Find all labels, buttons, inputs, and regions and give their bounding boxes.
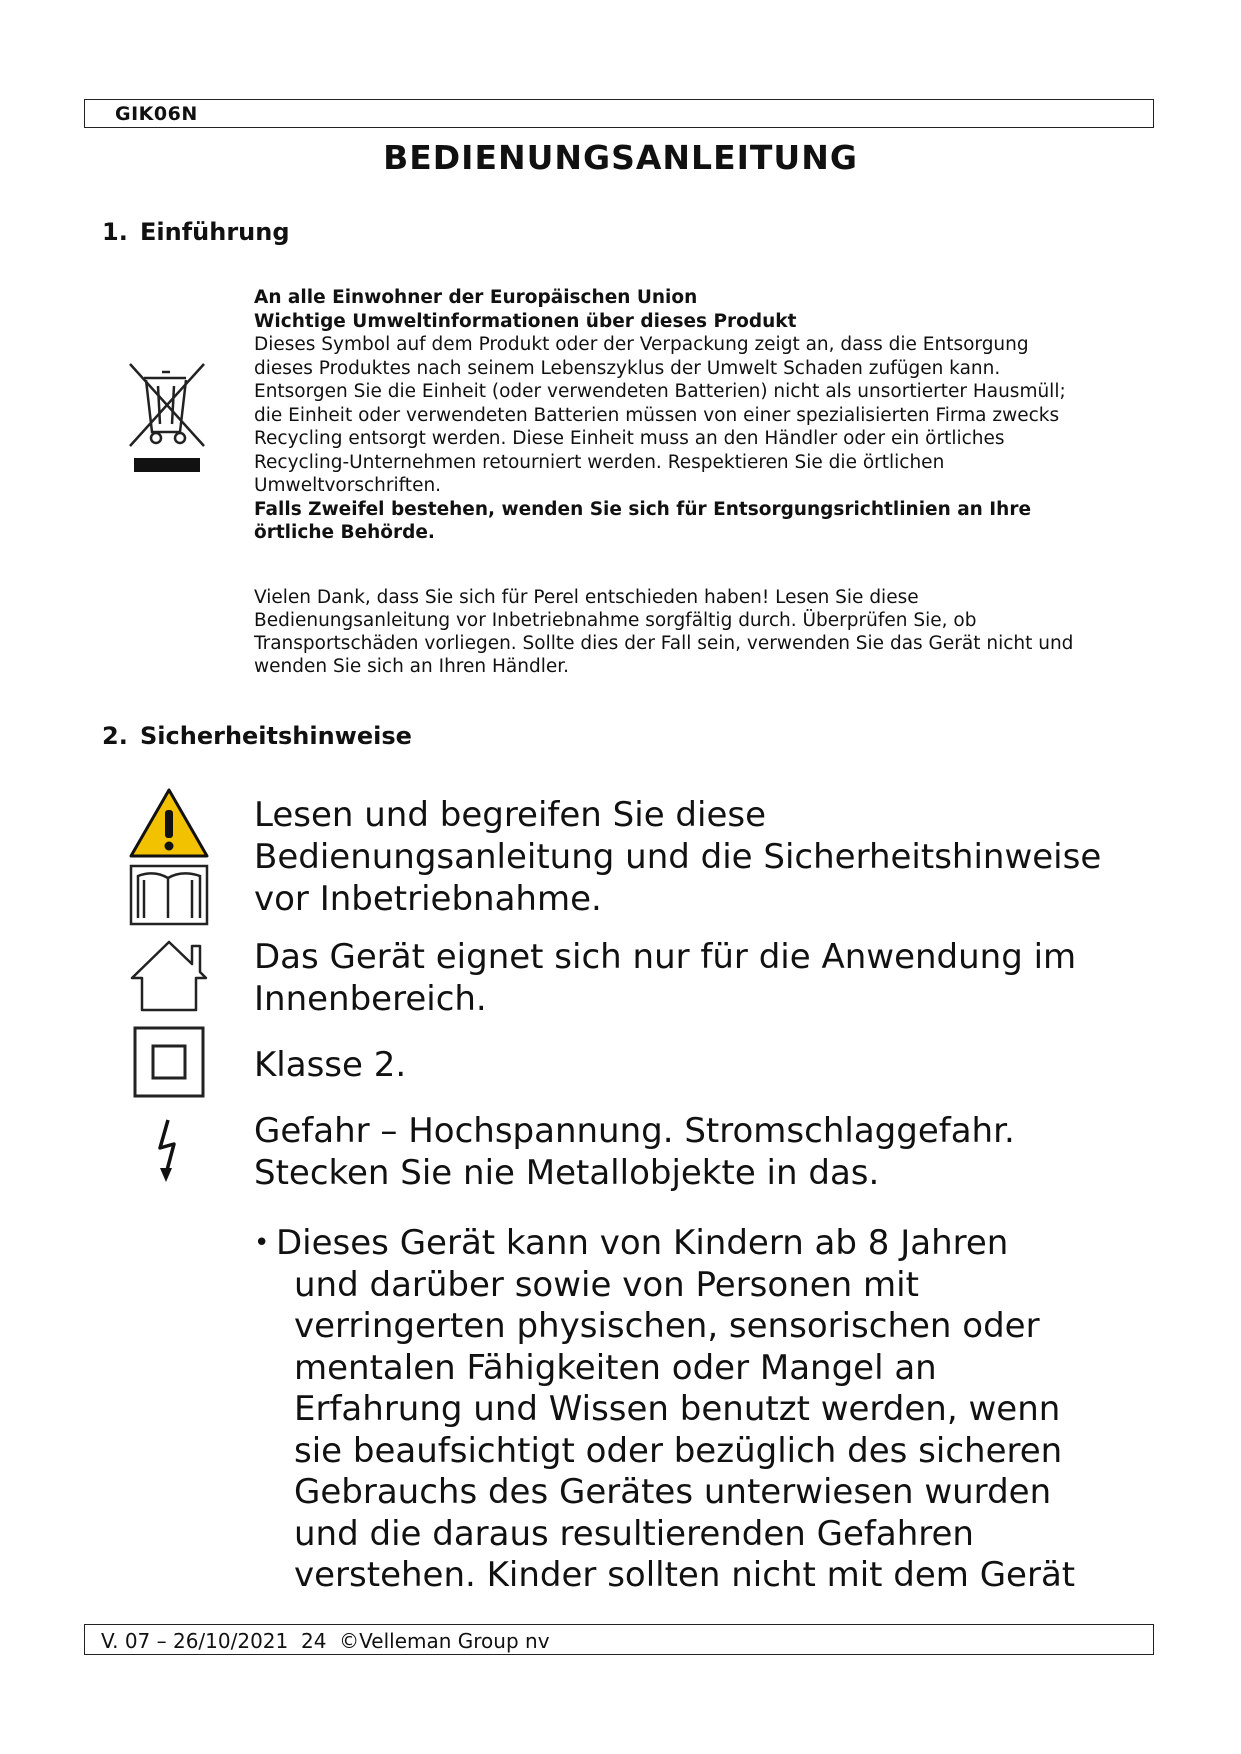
- weee-bin-icon: [124, 360, 210, 480]
- authority-note-line: örtliche Behörde.: [254, 522, 435, 543]
- footer-version: V. 07 – 26/10/2021: [101, 1629, 289, 1653]
- safety-line: Das Gerät eignet sich nur für die Anwendung im: [254, 937, 1077, 977]
- safety-item-indoor: [254, 936, 1154, 1020]
- bullet-line: und darüber sowie von Personen mit: [294, 1264, 919, 1305]
- authority-note-line: Falls Zweifel bestehen, wenden Sie sich für Entsorgungsrichtlinien an Ihre: [254, 498, 1032, 520]
- bullet-line: Dieses Gerät kann von Kindern ab 8 Jahren: [276, 1223, 1009, 1263]
- bullet-first-line: [254, 1223, 1154, 1265]
- children-safety-bullet: [254, 1223, 1154, 1597]
- footer-text: [101, 1629, 550, 1653]
- bullet-line: verringerten physischen, sensorischen oder: [294, 1306, 1040, 1346]
- section-2-title: Sicherheitshinweise: [140, 722, 412, 750]
- class2-icon: [132, 1025, 206, 1099]
- thanks-line: Bedienungsanleitung vor Inbetriebnahme sorgfältig durch. Überprüfen Sie, ob: [254, 610, 977, 631]
- section-2-number: 2.: [102, 722, 128, 750]
- bullet-line: Gebrauchs des Gerätes unterwiesen wurden: [294, 1472, 1052, 1512]
- safety-line: vor Inbetriebnahme.: [254, 879, 602, 919]
- bullet-line: mentalen Fähigkeiten oder Mangel an: [294, 1347, 937, 1388]
- page-title: BEDIENUNGSANLEITUNG: [383, 138, 858, 177]
- environment-info: [254, 286, 1134, 545]
- safety-item-high-voltage: [254, 1110, 1154, 1194]
- safety-line: Klasse 2.: [254, 1045, 407, 1085]
- safety-line: Innenbereich.: [254, 979, 487, 1019]
- body-line: Recycling-Unternehmen retourniert werden. Respektieren Sie die örtlichen: [254, 451, 945, 473]
- high-voltage-icon: [154, 1118, 184, 1184]
- model-code: GIK06N: [115, 103, 198, 125]
- bullet-line: Erfahrung und Wissen benutzt werden, wenn: [294, 1389, 1061, 1429]
- section-1-title: Einführung: [140, 218, 290, 246]
- page-footer: [84, 1624, 1154, 1655]
- eu-residents-line: An alle Einwohner der Europäischen Union: [254, 287, 698, 308]
- safety-item-class2: [254, 1044, 1154, 1086]
- section-1-number: 1.: [102, 218, 128, 246]
- safety-line: Stecken Sie nie Metallobjekte in das.: [254, 1153, 880, 1193]
- thanks-line: Vielen Dank, dass Sie sich für Perel entschieden haben! Lesen Sie diese: [254, 587, 919, 608]
- thanks-line: wenden Sie sich an Ihren Händler.: [254, 656, 570, 677]
- safety-line: Lesen und begreifen Sie diese: [254, 795, 766, 835]
- thanks-line: Transportschäden vorliegen. Sollte dies der Fall sein, verwenden Sie das Gerät nicht und: [254, 633, 1074, 654]
- bullet-line: verstehen. Kinder sollten nicht mit dem Gerät: [294, 1555, 1076, 1595]
- body-line: Dieses Symbol auf dem Produkt oder der Verpackung zeigt an, dass die Entsorgung: [254, 334, 1029, 355]
- safety-line: Gefahr – Hochspannung. Stromschlaggefahr.: [254, 1111, 1015, 1151]
- section-2-heading: [102, 722, 412, 750]
- body-line: Entsorgen Sie die Einheit (oder verwendeten Batterien) nicht als unsortierter Hausmüll;: [254, 381, 1066, 402]
- safety-item-read-manual: [254, 794, 1154, 920]
- env-info-heading: Wichtige Umweltinformationen über dieses Produkt: [254, 310, 797, 332]
- body-line: dieses Produktes nach seinem Lebenszyklus der Umwelt Schaden zufügen kann.: [254, 357, 1001, 379]
- body-line: die Einheit oder verwendeten Batterien müssen von einer spezialisierten Firma zwecks: [254, 404, 1060, 426]
- bullet-dot-icon: •: [254, 1228, 270, 1258]
- safety-line: Bedienungsanleitung und die Sicherheitshinweise: [254, 837, 1102, 877]
- body-line: Umweltvorschriften.: [254, 475, 442, 496]
- body-line: Recycling entsorgt werden. Diese Einheit muss an den Händler oder ein örtliches: [254, 428, 1005, 449]
- indoor-house-icon: [128, 938, 210, 1014]
- footer-page-number: 24: [300, 1629, 327, 1653]
- warning-manual-icon: [128, 786, 210, 928]
- bullet-line: und die daraus resultierenden Gefahren: [294, 1513, 974, 1554]
- bullet-line: sie beaufsichtigt oder bezüglich des sicheren: [294, 1430, 1063, 1471]
- footer-copyright: ©Velleman Group nv: [339, 1629, 550, 1653]
- thanks-paragraph: [254, 586, 1134, 678]
- section-1-heading: [102, 218, 290, 246]
- page-header: [84, 99, 1154, 128]
